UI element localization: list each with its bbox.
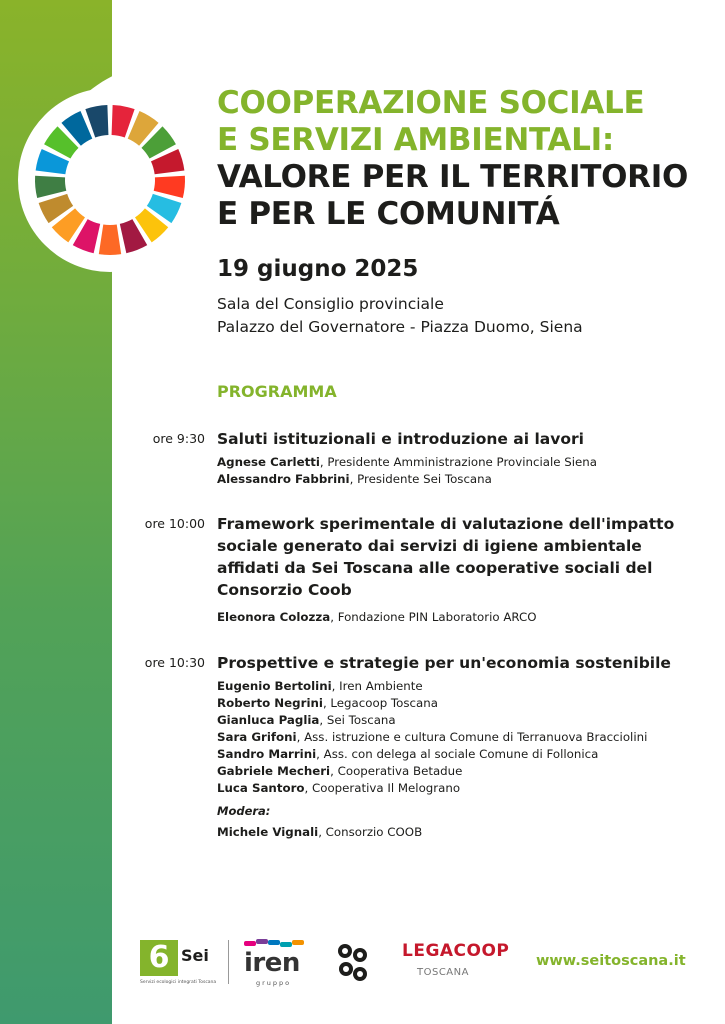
session-time: ore 10:30 — [144, 655, 205, 670]
speaker-role: , Iren Ambiente — [331, 679, 423, 693]
speaker-role: , Ass. con delega al sociale Comune di Follonica — [316, 747, 599, 761]
speaker-name: Sandro Marrini — [217, 747, 317, 761]
website-link[interactable]: www.seitoscana.it — [536, 953, 686, 969]
moderator — [217, 824, 697, 841]
footer-logos — [140, 935, 710, 995]
speaker-role: , Cooperativa Betadue — [330, 764, 463, 778]
iren-sub: gruppo — [256, 979, 292, 987]
venue-line-2: Palazzo del Governatore - Piazza Duomo, Siena — [217, 318, 583, 336]
legacoop-name: LEGACOOP — [402, 941, 510, 961]
event-venue — [217, 293, 583, 339]
speaker-list — [217, 678, 697, 841]
speaker-list — [217, 609, 697, 626]
logo-divider — [228, 940, 229, 984]
title-line-2: E SERVIZI AMBIENTALI: — [217, 122, 614, 158]
speaker-name: Luca Santoro — [217, 781, 305, 795]
sei-tagline: Servizi ecologici integrati Toscana — [140, 980, 217, 985]
speaker — [217, 471, 697, 488]
moderator-name: Michele Vignali — [217, 825, 319, 839]
legacoop-logo — [402, 941, 517, 985]
speaker-name: Sara Grifoni — [217, 730, 297, 744]
moderator-label: Modera: — [217, 804, 271, 818]
sei-name: Sei — [181, 946, 209, 965]
speaker — [217, 678, 697, 695]
speaker — [217, 712, 697, 729]
title-line-4: E PER LE COMUNITÁ — [217, 196, 560, 232]
speaker-role: , Presidente Amministrazione Provinciale Siena — [319, 455, 598, 469]
speaker — [217, 609, 697, 626]
sei-six-mark: 6 — [140, 940, 178, 976]
speaker-name: Eleonora Colozza — [217, 610, 331, 624]
speaker-role: , Fondazione PIN Laboratorio ARCO — [330, 610, 537, 624]
iren-logo — [242, 938, 310, 988]
sdg-six-logo-icon — [18, 55, 208, 275]
sei-toscana-logo — [140, 940, 217, 985]
session-title: Saluti istituzionali e introduzione ai lavori — [217, 430, 584, 448]
venue-line-1: Sala del Consiglio provinciale — [217, 295, 444, 313]
legacoop-sub: TOSCANA — [417, 967, 469, 978]
speaker-role: , Cooperativa Il Melograno — [304, 781, 461, 795]
speaker-name: Gianluca Paglia — [217, 713, 320, 727]
speaker-name: Gabriele Mecheri — [217, 764, 331, 778]
event-date: 19 giugno 2025 — [217, 256, 419, 282]
session-time: ore 9:30 — [152, 431, 205, 446]
speaker — [217, 780, 697, 797]
speaker-role: , Presidente Sei Toscana — [349, 472, 492, 486]
speaker-list — [217, 454, 697, 488]
speaker-role: , Legacoop Toscana — [322, 696, 438, 710]
speaker — [217, 746, 697, 763]
session-title: Prospettive e strategie per un'economia sostenibile — [217, 654, 671, 672]
title-line-1: COOPERAZIONE SOCIALE — [217, 85, 645, 121]
moderator-role: , Consorzio COOB — [318, 825, 423, 839]
session-title: Framework sperimentale di valutazione dell'impatto sociale generato dai servizi di igiene ambientale affidati da Sei Toscana alle cooperative sociali del Consorzio Coob — [217, 515, 675, 599]
speaker-name: Alessandro Fabbrini — [217, 472, 350, 486]
title-line-3: VALORE PER IL TERRITORIO — [217, 159, 689, 195]
speaker-role: , Ass. istruzione e cultura Comune di Terranuova Bracciolini — [296, 730, 648, 744]
speaker — [217, 454, 697, 471]
speaker-name: Eugenio Bertolini — [217, 679, 332, 693]
speaker-name: Roberto Negrini — [217, 696, 323, 710]
speaker — [217, 763, 697, 780]
coob-logo-icon — [336, 941, 370, 985]
speaker — [217, 729, 697, 746]
event-title — [217, 85, 707, 233]
speaker-name: Agnese Carletti — [217, 455, 320, 469]
speaker-role: , Sei Toscana — [319, 713, 396, 727]
session-time: ore 10:00 — [144, 516, 205, 531]
speaker — [217, 695, 697, 712]
iren-name: iren — [244, 948, 300, 978]
program-heading: PROGRAMMA — [217, 382, 337, 401]
